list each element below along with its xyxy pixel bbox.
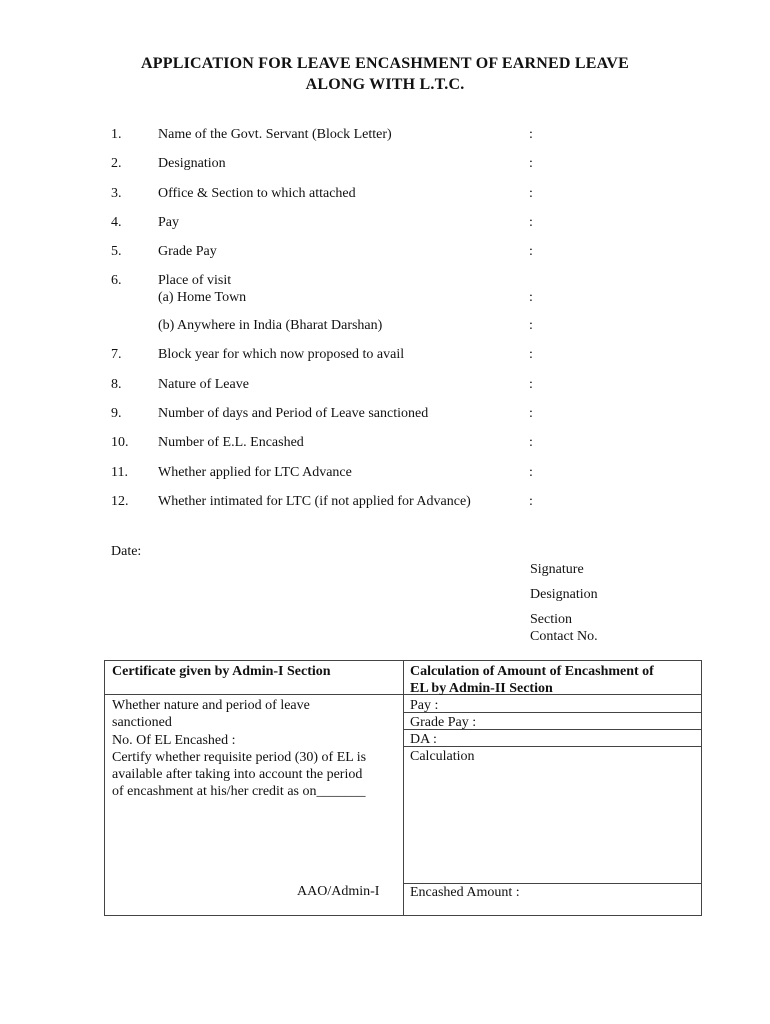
item-7-number: 7. <box>111 347 122 362</box>
left-row1-line2: sanctioned <box>112 715 172 730</box>
item-4-colon: : <box>529 215 533 230</box>
signature-label: Signature <box>530 562 584 577</box>
item-4-label: Pay <box>158 215 179 230</box>
item-4-number: 4. <box>111 215 122 230</box>
item-7-label: Block year for which now proposed to avail <box>158 347 405 362</box>
item-9-label: Number of days and Period of Leave sanctioned <box>158 406 429 421</box>
item-1-number: 1. <box>111 127 122 142</box>
item-5-label: Grade Pay <box>158 244 217 259</box>
left-row3-line3: of encashment at his/her credit as on_______ <box>112 784 366 799</box>
right-da: DA : <box>410 732 437 747</box>
item-10-number: 10. <box>111 435 129 450</box>
designation-label: Designation <box>530 587 598 602</box>
item-6-number: 6. <box>111 273 122 288</box>
item-9-number: 9. <box>111 406 122 421</box>
right-calculation: Calculation <box>410 749 475 764</box>
item-10-colon: : <box>529 435 533 450</box>
item-2-number: 2. <box>111 156 122 171</box>
item-9-colon: : <box>529 406 533 421</box>
right-header-line1: Calculation of Amount of Encashment of <box>410 664 654 679</box>
right-header-line2: EL by Admin-II Section <box>410 681 553 696</box>
item-8-number: 8. <box>111 377 122 392</box>
item-12-colon: : <box>529 494 533 509</box>
left-row3-line2: available after taking into account the period <box>112 767 363 782</box>
item-11-number: 11. <box>111 465 128 480</box>
date-label: Date: <box>111 544 142 559</box>
left-header: Certificate given by Admin-I Section <box>112 664 331 679</box>
item-8-colon: : <box>529 377 533 392</box>
item-2-label: Designation <box>158 156 226 171</box>
item-11-colon: : <box>529 465 533 480</box>
left-footer-aao: AAO/Admin-I <box>297 884 380 899</box>
contact-label: Contact No. <box>530 629 598 644</box>
left-row2: No. Of EL Encashed : <box>112 733 236 748</box>
certificate-table <box>104 660 702 916</box>
item-3-label: Office & Section to which attached <box>158 186 356 201</box>
form-title <box>0 53 770 95</box>
title-line-2: ALONG WITH L.T.C. <box>305 76 465 93</box>
table-divider-vertical <box>403 661 404 915</box>
left-row1-line1: Whether nature and period of leave <box>112 698 310 713</box>
item-1-colon: : <box>529 127 533 142</box>
item-2-colon: : <box>529 156 533 171</box>
item-6a-label: (a) Home Town <box>158 290 247 305</box>
item-5-number: 5. <box>111 244 122 259</box>
item-5-colon: : <box>529 244 533 259</box>
section-label: Section <box>530 612 572 627</box>
item-6-label: Place of visit <box>158 273 232 288</box>
item-1-label: Name of the Govt. Servant (Block Letter) <box>158 127 392 142</box>
item-6b-colon: : <box>529 318 533 333</box>
item-11-label: Whether applied for LTC Advance <box>158 465 352 480</box>
right-grade-pay: Grade Pay : <box>410 715 477 730</box>
right-encashed-amount: Encashed Amount : <box>410 885 520 900</box>
item-10-label: Number of E.L. Encashed <box>158 435 304 450</box>
right-row-divider-1 <box>403 712 701 713</box>
item-7-colon: : <box>529 347 533 362</box>
title-line-1: APPLICATION FOR LEAVE ENCASHMENT OF EARNED LEAVE <box>141 55 629 72</box>
item-3-number: 3. <box>111 186 122 201</box>
right-row-divider-3 <box>403 746 701 747</box>
item-3-colon: : <box>529 186 533 201</box>
left-header-divider <box>105 694 403 695</box>
item-12-label: Whether intimated for LTC (if not applied for Advance) <box>158 494 471 509</box>
item-8-label: Nature of Leave <box>158 377 249 392</box>
item-6b-label: (b) Anywhere in India (Bharat Darshan) <box>158 318 383 333</box>
item-12-number: 12. <box>111 494 129 509</box>
left-row3-line1: Certify whether requisite period (30) of EL is <box>112 750 367 765</box>
right-pay: Pay : <box>410 698 439 713</box>
item-6a-colon: : <box>529 290 533 305</box>
